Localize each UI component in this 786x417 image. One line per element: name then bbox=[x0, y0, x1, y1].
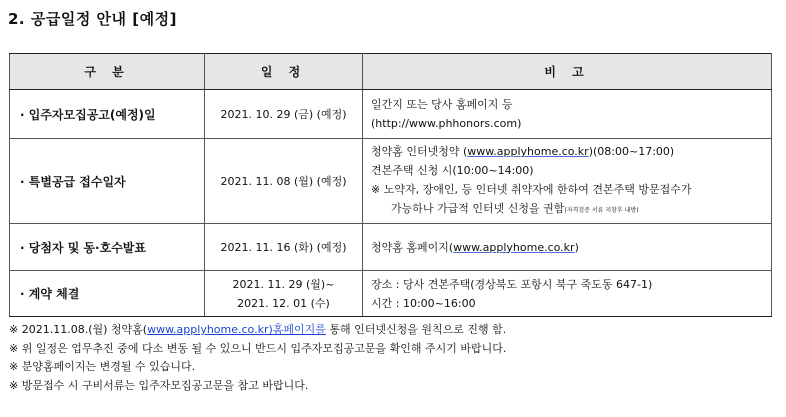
note-line: 장소 : 당사 견본주택(경상북도 포항시 북구 죽도동 647-1) bbox=[371, 277, 653, 291]
footnotes bbox=[9, 321, 506, 395]
applyhome-link[interactable]: www.applyhome.co.kr bbox=[467, 145, 589, 158]
note-text: )(08:00~17:00) bbox=[588, 145, 675, 158]
row-date: 2021. 10. 29 (금) (예정) bbox=[205, 90, 363, 139]
note-text: 청약홈 인터넷청약 ( bbox=[371, 145, 468, 158]
table-header-row bbox=[10, 54, 772, 90]
note-line: 견본주택 신청 시(10:00~14:00) bbox=[371, 164, 534, 177]
date-line: 2021. 12. 01 (수) bbox=[237, 296, 330, 310]
section-title: 2. 공급일정 안내 [예정] bbox=[8, 10, 177, 28]
applyhome-link[interactable]: www.applyhome.co.kr bbox=[453, 240, 575, 254]
table-row bbox=[10, 139, 772, 224]
note-line: 시간 : 10:00~16:00 bbox=[371, 296, 476, 310]
row-category: · 당첨자 및 동·호수발표 bbox=[10, 224, 205, 271]
row-date bbox=[205, 271, 363, 317]
footnote: ※ 분양홈페이지는 변경될 수 있습니다. bbox=[9, 360, 196, 373]
note-text: 청약홈 홈페이지( bbox=[371, 240, 454, 254]
note-line bbox=[371, 199, 763, 220]
header-schedule: 일 정 bbox=[205, 54, 363, 90]
row-note bbox=[363, 271, 772, 317]
table-row bbox=[10, 271, 772, 317]
note-text: ) bbox=[574, 240, 579, 254]
table-row bbox=[10, 90, 772, 139]
row-date: 2021. 11. 08 (월) (예정) bbox=[205, 139, 363, 224]
row-category: · 입주자모집공고(예정)일 bbox=[10, 90, 205, 139]
footnote bbox=[9, 321, 506, 340]
note-line: ※ 노약자, 장애인, 등 인터넷 취약자에 한하여 견본주택 방문접수가 bbox=[371, 183, 692, 196]
date-line: 2021. 11. 29 (월)~ bbox=[232, 277, 335, 291]
footnote: ※ 방문접수 시 구비서류는 입주자모집공고문을 참고 바랍니다. bbox=[9, 378, 309, 392]
table-row bbox=[10, 224, 772, 271]
row-category: · 계약 체결 bbox=[10, 271, 205, 317]
note-text: 가능하나 가급적 인터넷 신청을 권함 bbox=[391, 202, 565, 215]
row-note bbox=[363, 90, 772, 139]
website-link[interactable]: (http://www.phhonors.com) bbox=[371, 117, 522, 130]
note-line: 일간지 또는 당사 홈페이지 등 bbox=[371, 98, 513, 111]
note-line bbox=[371, 142, 763, 161]
note-small-text: (자격검증 서류 지참후 내방) bbox=[564, 207, 639, 214]
footnote-text: ※ 2021.11.08.(월) 청약홈( bbox=[9, 323, 148, 336]
row-note bbox=[363, 224, 772, 271]
schedule-table bbox=[9, 53, 772, 317]
applyhome-link[interactable]: www.applyhome.co.kr)홈페이지를 bbox=[147, 323, 326, 336]
footnote-text: 통해 인터넷신청을 원칙으로 진행 함. bbox=[325, 323, 507, 336]
row-note bbox=[363, 139, 772, 224]
footnote: ※ 위 일정은 업무추진 중에 다소 변동 될 수 있으니 반드시 입주자모집공고문을 확인해 주시기 바랍니다. bbox=[9, 341, 507, 355]
row-date: 2021. 11. 16 (화) (예정) bbox=[205, 224, 363, 271]
row-category: · 특별공급 접수일자 bbox=[10, 139, 205, 224]
header-remarks: 비 고 bbox=[363, 54, 772, 90]
header-category: 구 분 bbox=[10, 54, 205, 90]
